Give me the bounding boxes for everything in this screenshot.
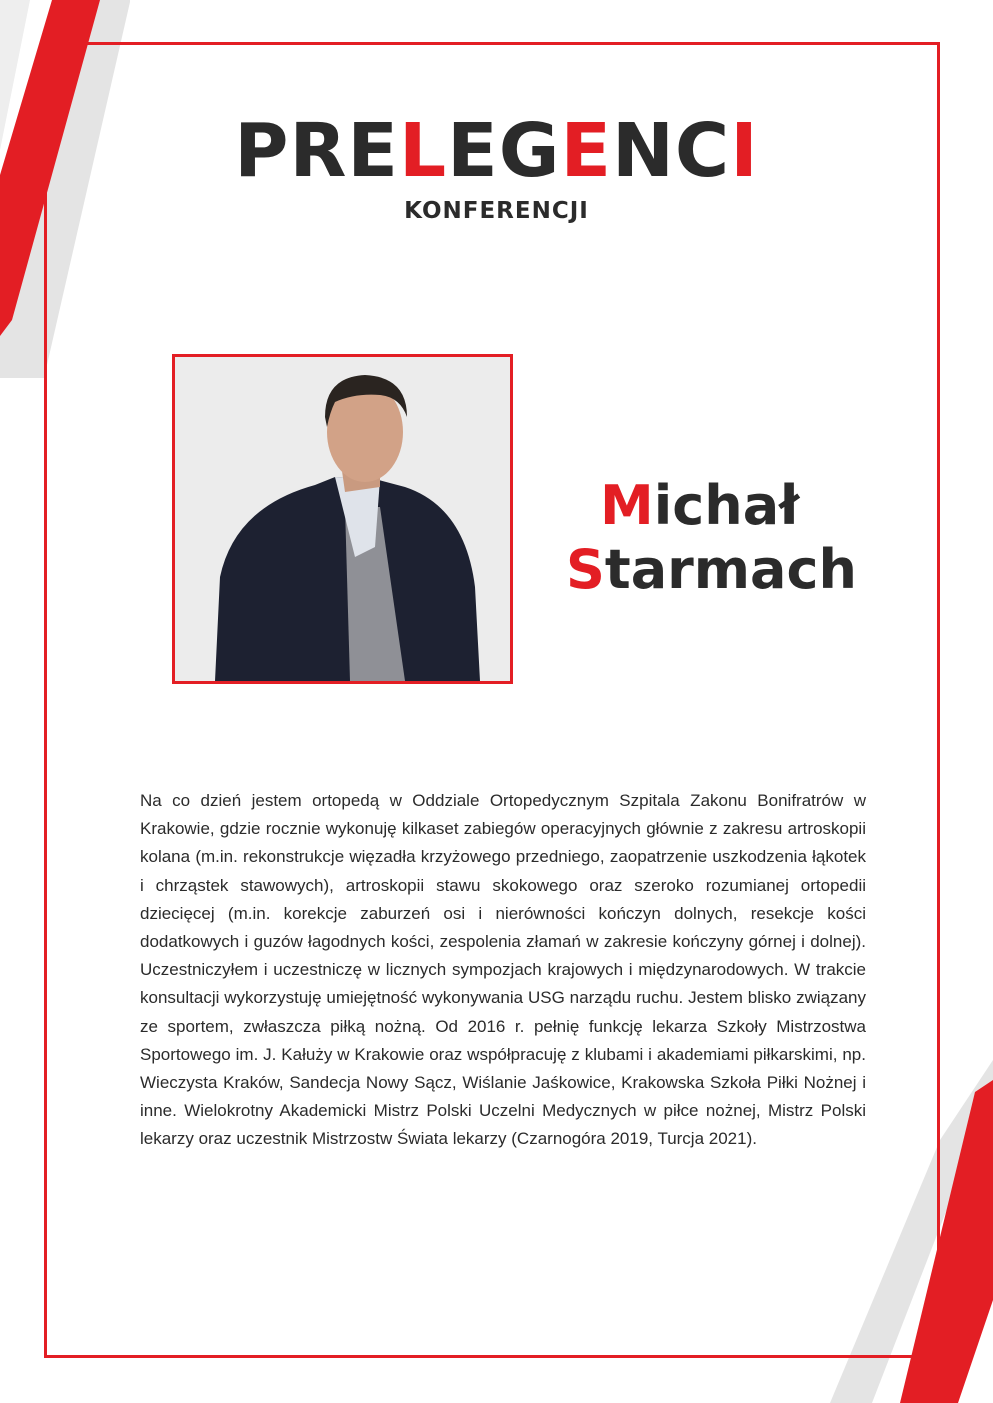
title-part: NC bbox=[612, 108, 731, 194]
speaker-first-name: Michał bbox=[600, 474, 800, 537]
title-part: L bbox=[398, 108, 448, 194]
title-part: I bbox=[730, 108, 759, 194]
page-title bbox=[0, 106, 993, 196]
title-part: E bbox=[560, 108, 612, 194]
speaker-name bbox=[560, 474, 900, 602]
speaker-last-name: Starmach bbox=[566, 538, 857, 601]
title-part: PRE bbox=[234, 108, 399, 194]
title-part: EG bbox=[447, 108, 561, 194]
page-frame bbox=[44, 42, 940, 1358]
speaker-photo bbox=[172, 354, 513, 684]
page-subtitle: KONFERENCJI bbox=[404, 198, 589, 224]
speaker-bio: Na co dzień jestem ortopedą w Oddziale Ortopedycznym Szpitala Zakonu Bonifratrów w Krakowie, gdzie rocznie wykonuję kilkaset zabiegów operacyjnych głównie z zakresu artroskopii kolana (m.in. rekonstrukcje więzadła krzyżowego przedniego, zaopatrzenie uszkodzenia łąkotek i chrząstek stawowych), artroskopii stawu skokowego oraz szeroko rozumianej ortopedii dziecięcej (m.in. korekcje zaburzeń osi i nierówności kończyn dolnych, resekcje kości dodatkowych i guzów łagodnych kości, zespolenia złamań w zakresie kończyny górnej i dolnej). Uczestniczyłem i uczestniczę w licznych sympozjach krajowych i międzynarodowych. W trakcie konsultacji wykorzystuję umiejętność wykonywania USG narządu ruchu. Jestem blisko związany ze sportem, zwłaszcza piłką nożną. Od 2016 r. pełnię funkcję lekarza Szkoły Mistrzostwa Sportowego im. J. Kałuży w Krakowie oraz współpracuję z klubami i akademiami piłkarskimi, np. Wieczysta Kraków, Sandecja Nowy Sącz, Wiślanie Jaśkowice, Krakowska Szkoła Piłki Nożnej i inne. Wielokrotny Akademicki Mistrz Polski Uczelni Medycznych w piłce nożnej, Mistrz Polski lekarzy oraz uczestnik Mistrzostw Świata lekarzy (Czarnogóra 2019, Turcja 2021). bbox=[140, 791, 866, 1149]
